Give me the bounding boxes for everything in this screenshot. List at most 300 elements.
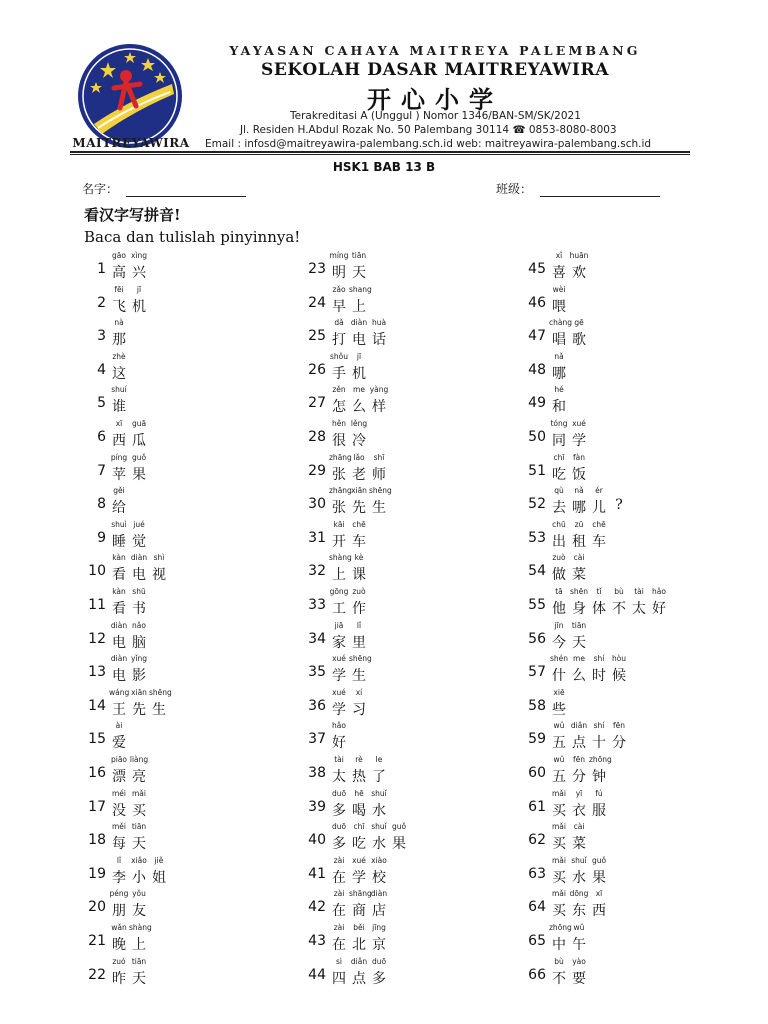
hanzi-char: 果 <box>592 869 606 886</box>
hanzi-char: 哪 <box>552 365 566 382</box>
hanzi-char: 要 <box>572 970 586 987</box>
hanzi-char: 给 <box>112 500 126 517</box>
item-hanzi <box>329 665 369 685</box>
item-hanzi <box>109 430 149 450</box>
hanzi-char: 天 <box>352 265 366 281</box>
item-pinyin <box>329 419 369 428</box>
school-logo <box>76 42 184 150</box>
hanzi-char: 京 <box>372 937 386 953</box>
instruction-chinese: 看汉字写拼音! <box>84 206 181 224</box>
pinyin-syllable: mǎi <box>132 788 146 798</box>
item-hanzi <box>549 665 629 685</box>
item-pinyin <box>549 654 629 663</box>
item-number: 40 <box>308 832 326 849</box>
item-pinyin <box>329 453 389 462</box>
item-hanzi <box>329 800 389 820</box>
item-number: 60 <box>528 765 546 781</box>
item-hanzi <box>109 867 169 887</box>
item-number: 2 <box>97 294 106 311</box>
hanzi-char: 兴 <box>132 265 146 281</box>
hanzi-char: 电 <box>132 567 146 584</box>
item-hanzi <box>549 968 589 988</box>
pinyin-syllable: shang <box>349 284 372 294</box>
item-number: 41 <box>308 865 326 882</box>
item-hanzi <box>549 296 569 316</box>
pinyin-syllable: fú <box>595 788 603 798</box>
pinyin-syllable: běi <box>353 923 365 932</box>
item-hanzi <box>109 833 149 853</box>
item-number: 59 <box>528 731 546 748</box>
hanzi-char: 上 <box>332 567 346 584</box>
hanzi-char: 买 <box>552 836 566 853</box>
pinyin-syllable: tā <box>555 587 563 596</box>
item-pinyin <box>109 957 149 966</box>
pinyin-syllable: shēng <box>149 687 172 697</box>
item-number: 63 <box>528 865 546 882</box>
pinyin-syllable: duō <box>371 956 387 966</box>
hanzi-char: 工 <box>332 601 346 617</box>
header-divider <box>70 151 690 153</box>
pinyin-syllable: hǎo <box>332 721 346 731</box>
item-pinyin <box>549 285 569 294</box>
item-pinyin <box>109 285 149 294</box>
pinyin-syllable: chē <box>592 519 606 529</box>
class-field[interactable] <box>496 180 660 197</box>
item-pinyin <box>109 856 169 865</box>
item-hanzi <box>329 564 369 584</box>
item-pinyin <box>549 822 589 831</box>
hanzi-char: 东 <box>572 903 586 920</box>
address: Jl. Residen H.Abdul Rozak No. 50 Palembang 30114 <box>240 124 510 136</box>
pinyin-syllable: lǐ <box>116 855 122 865</box>
item-number: 47 <box>528 328 546 345</box>
item-number: 34 <box>308 630 326 647</box>
item-pinyin <box>109 889 149 898</box>
pinyin-syllable: zuò <box>352 587 366 596</box>
hanzi-char: 北 <box>352 937 366 953</box>
hanzi-char: 今 <box>552 634 566 651</box>
hanzi-char: 谁 <box>112 399 126 416</box>
item-pinyin <box>549 587 669 596</box>
item-pinyin <box>329 721 349 730</box>
item-number: 13 <box>88 664 106 681</box>
pinyin-syllable: tiān <box>351 251 367 260</box>
hanzi-char: 那 <box>112 332 126 349</box>
pinyin-syllable: nǎ <box>574 486 584 496</box>
hanzi-char: 他 <box>552 601 566 617</box>
item-hanzi <box>549 497 629 517</box>
pinyin-syllable: péng <box>109 889 129 899</box>
hanzi-char: 西 <box>592 903 606 920</box>
hanzi-char: 师 <box>372 466 386 483</box>
hanzi-char: 高 <box>112 265 126 281</box>
item-hanzi <box>109 699 169 719</box>
hanzi-char: 点 <box>572 735 586 752</box>
contact-line <box>205 138 651 150</box>
hanzi-char: 分 <box>572 769 586 785</box>
hanzi-char: 喂 <box>552 298 566 315</box>
hanzi-char: 张 <box>332 500 346 517</box>
item-hanzi <box>329 934 389 954</box>
hanzi-char: 电 <box>112 634 126 651</box>
hanzi-char: 漂 <box>112 769 126 785</box>
hanzi-char: 在 <box>332 937 346 953</box>
item-pinyin <box>549 957 589 966</box>
hanzi-char: 书 <box>132 601 146 617</box>
website: web: maitreyawira-palembang.sch.id <box>456 138 652 150</box>
item-pinyin <box>109 553 169 562</box>
item-hanzi <box>109 968 149 988</box>
item-hanzi <box>549 262 589 282</box>
item-number: 56 <box>528 630 546 647</box>
item-number: 7 <box>97 462 106 479</box>
item-hanzi <box>109 732 129 752</box>
hanzi-char: 租 <box>572 533 586 550</box>
item-hanzi <box>549 464 589 484</box>
pinyin-syllable: gāo <box>112 251 126 260</box>
item-hanzi <box>549 900 609 920</box>
hanzi-char: 校 <box>372 869 386 886</box>
hanzi-char: 买 <box>552 903 566 920</box>
hanzi-char: 五 <box>552 769 566 785</box>
hanzi-char: 怎 <box>332 399 346 416</box>
item-number: 10 <box>88 563 106 580</box>
hanzi-char: 家 <box>332 634 346 651</box>
hanzi-char: 体 <box>592 601 606 617</box>
pinyin-syllable: diǎn <box>350 956 368 966</box>
item-hanzi <box>109 934 149 954</box>
item-hanzi <box>109 262 149 282</box>
hanzi-char: 电 <box>112 668 126 685</box>
item-pinyin <box>329 923 389 932</box>
pinyin-syllable: shí <box>593 721 605 731</box>
hanzi-char: 视 <box>152 567 166 584</box>
pinyin-syllable: piāo <box>110 755 128 764</box>
pinyin-syllable: zuó <box>112 956 126 966</box>
hanzi-char: 作 <box>352 601 366 617</box>
pinyin-syllable: dōng <box>569 889 589 899</box>
item-pinyin <box>329 957 389 966</box>
school-chinese-name: 开心小学 <box>367 85 503 114</box>
item-pinyin <box>329 352 369 361</box>
hanzi-char: 生 <box>372 500 386 517</box>
hanzi-char: 商 <box>352 903 366 920</box>
hanzi-char: 西 <box>112 433 126 449</box>
item-number: 19 <box>88 865 106 882</box>
pinyin-syllable: xī <box>115 419 123 428</box>
item-hanzi <box>329 464 389 484</box>
hanzi-char: 习 <box>352 701 366 718</box>
pinyin-syllable: tài <box>634 587 644 596</box>
item-pinyin <box>329 889 389 898</box>
pinyin-syllable: kàn <box>112 553 126 563</box>
item-hanzi <box>329 699 369 719</box>
pinyin-syllable: zài <box>333 855 345 865</box>
pinyin-syllable: kè <box>354 553 364 563</box>
hanzi-char: 同 <box>552 433 566 449</box>
address-line <box>240 124 617 136</box>
item-number: 54 <box>528 563 546 580</box>
hanzi-char: 服 <box>592 802 606 819</box>
pinyin-syllable: yī <box>575 788 583 798</box>
item-number: 5 <box>97 395 106 412</box>
accreditation: Terakreditasi A (Unggul ) Nomor 1346/BAN-SM/SK/2021 <box>290 110 581 122</box>
item-hanzi <box>329 766 389 786</box>
hanzi-char: 哪 <box>572 500 586 517</box>
name-field[interactable] <box>82 180 246 197</box>
hanzi-char: 姐 <box>152 869 166 886</box>
hanzi-char: 机 <box>352 365 366 382</box>
item-hanzi <box>549 430 589 450</box>
hanzi-char: 明 <box>332 265 346 281</box>
item-hanzi <box>109 497 129 517</box>
hanzi-char: 多 <box>372 970 386 987</box>
pinyin-syllable: chū <box>552 519 566 529</box>
hanzi-char: 喝 <box>352 802 366 819</box>
pinyin-syllable: shàng <box>329 553 352 563</box>
pinyin-syllable: shāng <box>349 889 372 899</box>
hanzi-char: 唱 <box>552 332 566 349</box>
pinyin-syllable: shuǐ <box>571 855 587 865</box>
item-pinyin <box>109 251 149 260</box>
pinyin-syllable: chàng <box>549 318 572 328</box>
hanzi-char: 冷 <box>352 433 366 449</box>
item-number: 48 <box>528 361 546 378</box>
item-hanzi <box>329 968 389 988</box>
pinyin-syllable: zài <box>333 923 345 932</box>
hanzi-char: 不 <box>612 601 626 617</box>
item-number: 26 <box>308 361 326 378</box>
hanzi-char: 机 <box>132 298 146 315</box>
hanzi-char: 不 <box>552 970 566 987</box>
item-hanzi <box>109 800 149 820</box>
hanzi-char: 王 <box>112 701 126 718</box>
pinyin-syllable: jī <box>136 284 142 294</box>
pinyin-syllable: diàn <box>130 553 148 563</box>
pinyin-syllable: huà <box>371 318 387 328</box>
instruction-indonesian: Baca dan tulislah pinyinnya! <box>84 228 301 246</box>
item-hanzi <box>549 800 609 820</box>
item-number: 37 <box>308 731 326 748</box>
hanzi-char: 太 <box>332 769 346 785</box>
item-hanzi <box>549 934 589 954</box>
pinyin-syllable: rè <box>355 755 363 764</box>
item-hanzi <box>329 329 389 349</box>
item-pinyin <box>549 318 589 327</box>
hanzi-char: 热 <box>352 769 366 785</box>
pinyin-syllable: shén <box>549 654 569 664</box>
hanzi-char: 上 <box>132 937 146 953</box>
pinyin-syllable: fēn <box>612 721 625 731</box>
item-number: 52 <box>528 496 546 513</box>
item-pinyin <box>549 755 612 764</box>
pinyin-syllable: shàng <box>129 923 152 932</box>
item-pinyin <box>109 486 129 495</box>
pinyin-syllable: cài <box>573 553 585 563</box>
pinyin-syllable: shuí <box>111 385 127 395</box>
hanzi-char: 时 <box>592 668 606 685</box>
pinyin-syllable: wǎn <box>111 923 127 932</box>
hanzi-char: 课 <box>352 567 366 584</box>
item-hanzi <box>549 766 609 786</box>
pinyin-syllable: xiǎo <box>131 855 147 865</box>
item-pinyin <box>109 721 129 730</box>
hanzi-char: 菜 <box>572 836 586 853</box>
item-pinyin <box>549 419 589 428</box>
pinyin-syllable: sì <box>336 956 342 966</box>
pinyin-syllable: hē <box>354 788 364 798</box>
pinyin-syllable: wáng <box>109 687 130 697</box>
hanzi-char: 好 <box>332 735 346 752</box>
hanzi-char: 衣 <box>572 802 586 819</box>
pinyin-syllable: guǒ <box>131 452 147 462</box>
hanzi-char: 飞 <box>112 298 126 315</box>
pinyin-syllable: wǔ <box>573 923 585 932</box>
hanzi-char: 和 <box>552 399 566 416</box>
pinyin-syllable: guǒ <box>591 855 607 865</box>
item-number: 4 <box>97 361 106 378</box>
pinyin-syllable: hòu <box>611 654 627 664</box>
pinyin-syllable: chī <box>353 822 365 832</box>
item-hanzi <box>549 732 629 752</box>
item-number: 11 <box>88 597 106 613</box>
item-hanzi <box>549 598 669 618</box>
hanzi-char: 欢 <box>572 265 586 281</box>
hanzi-char: 身 <box>572 601 586 617</box>
class-blank[interactable] <box>540 196 660 197</box>
item-pinyin <box>549 352 569 361</box>
item-number: 9 <box>97 529 106 546</box>
hanzi-char: 学 <box>572 433 586 449</box>
item-pinyin <box>549 856 609 865</box>
hanzi-char: 水 <box>572 869 586 886</box>
pinyin-syllable: xiān <box>351 486 367 496</box>
hanzi-char: 亮 <box>132 769 146 785</box>
item-number: 57 <box>528 664 546 681</box>
hanzi-char: 儿 <box>592 500 606 517</box>
pinyin-syllable: gěi <box>113 486 125 496</box>
hanzi-char: 学 <box>332 668 346 685</box>
hanzi-char: 车 <box>592 533 606 550</box>
header-divider-thin <box>70 154 690 155</box>
item-number: 24 <box>308 294 326 311</box>
hanzi-char: 觉 <box>132 533 146 550</box>
item-number: 43 <box>308 933 326 949</box>
pinyin-syllable: chī <box>553 452 565 462</box>
item-pinyin <box>109 587 149 596</box>
hanzi-char: 在 <box>332 903 346 920</box>
pinyin-syllable: tǐ <box>596 587 602 596</box>
item-hanzi <box>109 632 149 652</box>
item-hanzi <box>329 867 389 887</box>
item-number: 35 <box>308 664 326 681</box>
item-hanzi <box>329 497 389 517</box>
item-number: 3 <box>97 328 106 345</box>
item-number: 36 <box>308 697 326 714</box>
hanzi-char: 这 <box>112 365 126 382</box>
pinyin-syllable: chē <box>352 519 366 529</box>
hanzi-char: 张 <box>332 466 346 483</box>
pinyin-syllable: bù <box>614 587 624 596</box>
item-number: 17 <box>88 798 106 815</box>
foundation-name: YAYASAN CAHAYA MAITREYA PALEMBANG <box>229 43 641 58</box>
item-number: 31 <box>308 529 326 546</box>
item-number: 51 <box>528 462 546 479</box>
item-pinyin <box>329 621 369 630</box>
pinyin-syllable: dǎ <box>334 318 344 328</box>
hanzi-char: 天 <box>572 634 586 651</box>
hanzi-char: 买 <box>552 802 566 819</box>
item-hanzi <box>109 464 149 484</box>
item-hanzi <box>549 564 589 584</box>
item-hanzi <box>109 900 149 920</box>
item-hanzi <box>549 329 589 349</box>
item-pinyin <box>109 923 152 932</box>
item-pinyin <box>109 352 129 361</box>
hanzi-char: 歌 <box>572 332 586 349</box>
item-hanzi <box>109 665 149 685</box>
hanzi-char: 水 <box>372 802 386 819</box>
item-number: 66 <box>528 966 546 983</box>
item-pinyin <box>329 251 369 260</box>
hanzi-char: 么 <box>352 399 366 416</box>
hanzi-char: 先 <box>352 500 366 517</box>
item-number: 22 <box>88 966 106 983</box>
item-pinyin <box>329 553 369 562</box>
email: Email : infosd@maitreyawira-palembang.sch.id <box>205 138 453 150</box>
hanzi-char: 生 <box>352 668 366 685</box>
pinyin-syllable: méi <box>111 788 126 798</box>
pinyin-syllable: shì <box>153 553 165 563</box>
pinyin-syllable: píng <box>110 452 128 462</box>
item-pinyin <box>329 822 409 831</box>
item-number: 14 <box>88 697 106 714</box>
pinyin-syllable: tiān <box>571 620 587 630</box>
name-blank[interactable] <box>126 196 246 197</box>
hanzi-char: 什 <box>552 668 566 685</box>
hanzi-char: 四 <box>332 970 346 987</box>
pinyin-syllable: ér <box>595 486 603 496</box>
hanzi-char: 朋 <box>112 903 126 920</box>
pinyin-syllable: shēng <box>369 486 392 496</box>
pinyin-syllable: kāi <box>333 519 345 529</box>
item-hanzi <box>109 766 149 786</box>
pinyin-syllable <box>609 486 629 495</box>
hanzi-char: 昨 <box>112 970 126 987</box>
item-pinyin <box>549 486 629 495</box>
pinyin-syllable: zhè <box>112 351 126 361</box>
pinyin-syllable: xué <box>352 855 366 865</box>
item-number: 18 <box>88 832 106 849</box>
item-number: 30 <box>308 496 326 513</box>
item-number: 33 <box>308 597 326 613</box>
logo-wordmark: MAITREYAWIRA <box>72 136 190 150</box>
item-hanzi <box>109 329 129 349</box>
pinyin-syllable: me <box>573 654 585 664</box>
item-pinyin <box>329 654 372 664</box>
pinyin-syllable: xī <box>595 889 603 899</box>
item-pinyin <box>329 856 389 865</box>
pinyin-syllable: zài <box>333 889 345 899</box>
pinyin-syllable: cài <box>573 822 585 832</box>
hanzi-char: 生 <box>152 701 166 718</box>
hanzi-char: 吃 <box>552 466 566 483</box>
pinyin-syllable: zū <box>574 519 584 529</box>
item-pinyin <box>549 621 589 630</box>
item-number: 45 <box>528 261 546 277</box>
item-number: 21 <box>88 933 106 949</box>
pinyin-syllable: jīng <box>372 923 386 932</box>
